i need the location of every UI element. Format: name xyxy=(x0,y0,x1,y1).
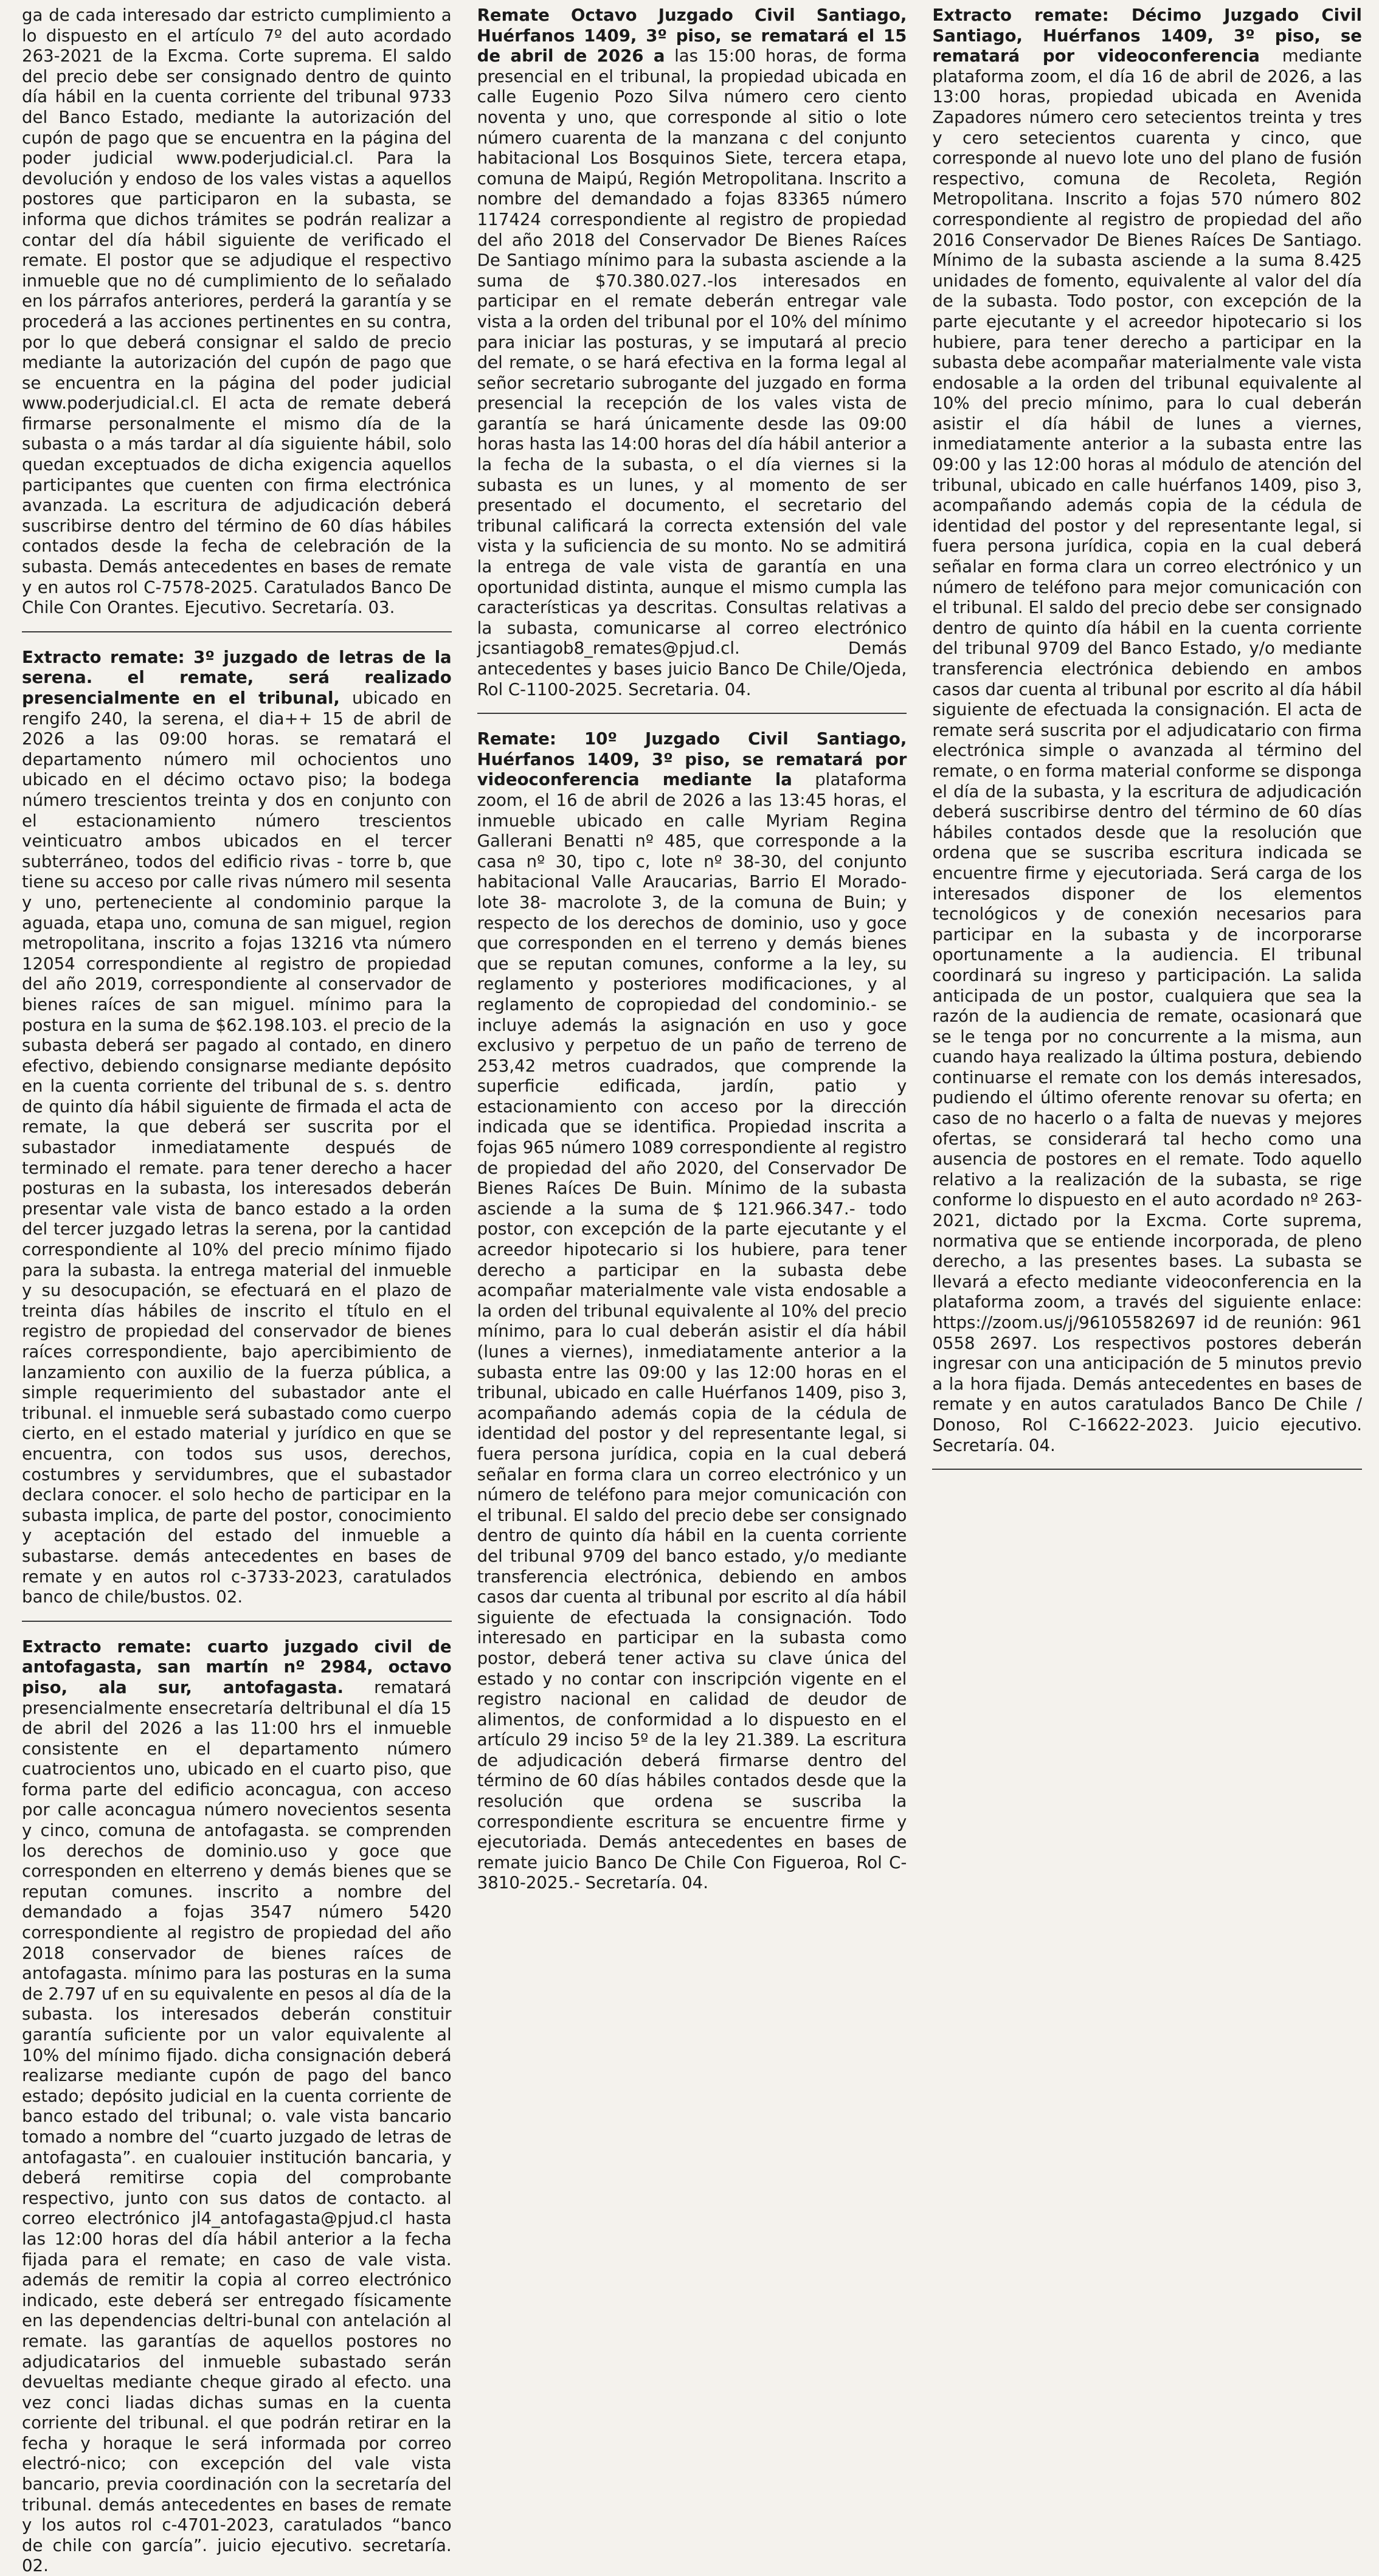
notice-body: mediante plataforma zoom, el día 16 de abril de 2026, a las 13:00 horas, propiedad ubicada en Avenida Zapadores número cero setecientos treinta y tres y cero setecientos cuarenta y cinco, que corresponde al nuevo lote uno del plano de fusión respectivo, comuna de Recoleta, Región Metropolitana. Inscrito a fojas 570 número 802 correspondiente al registro de propiedad del año 2016 Conservador De Bienes Raíces De Santiago. Mínimo de la subasta asciende a la suma 8.425 unidades de fomento, equivalente al valor del día de la subasta. Todo postor, con excepción de la parte ejecutante y el acreedor hipotecario si los hubiere, para tener derecho a participar en la subasta debe acompañar materialmente vale vista endosable a la orden del tribunal equivalente al 10% del precio mínimo, para lo cual deberán asistir el día hábil de lunes a viernes, inmediatamente anterior a la subasta entre las 09:00 y las 12:00 horas al módulo de atención del tribunal, ubicado en calle huérfanos 1409, piso 3, acompañando además copia de la cédula de identidad del postor y del representante legal, si fuera persona jurídica, copia en la cual deberá señalar en forma clara un correo electrónico y un número de teléfono para mejor comunicación con el tribunal. El saldo del precio debe ser consignado dentro de quinto día hábil en la cuenta corriente del tribunal 9709 del Banco Estado, y/o mediante transferencia electrónica debiendo en ambos casos dar cuenta al tribunal por escrito al día hábil siguiente de efectuada la consignación. El acta de remate será suscrita por el adjudicatario con firma electrónica simple o avanzada al término del remate, o en forma material conforme se disponga el día de la subasta, y la escritura de adjudicación deberá suscribirse dentro del término de 60 días hábiles contados desde que la resolución que ordena que se suscriba escritura indicada se encuentre firme y ejecutoriada. Será carga de los interesados disponer de los elementos tecnológicos y de conexión necesarios para participar en la subasta y de incorporarse oportunamente a la audiencia. El tribunal coordinará su ingreso y participación. La salida anticipada de un postor, cualquiera que sea la razón de la audiencia de remate, ocasionará que se le tenga por no concurrente a la misma, aun cuando haya realizado la última postura, debiendo continuarse el remate con los demás interesados, pudiendo el último oferente renovar su oferta; en caso de no hacerlo o a falta de nuevas y mejores ofertas, se considerará tal hecho como una ausencia de postores en el remate. Todo aquello relativo a la realización de la subasta, se rige conforme lo dispuesto en el auto acordado nº 263-2021, dictado por la Excma. Corte suprema, normativa que se entiende incorporada, de pleno derecho, a las presentes bases. La subasta se llevará a efecto mediante videoconferencia en la plataforma zoom, a través del siguiente enlace: https://zoom.us/j/96105582697 id de reunión: 961 0558 2697. Los respectivos postores deberán ingresar con una anticipación de 5 minutos previo a la hora fijada. Demás antecedentes en bases de remate y en autos caratulados Banco De Chile / Donoso, Rol C-16622-2023. Juicio ejecutivo. Secretaría. 04. xyxy=(932,46,1362,1455)
notice-decimo-juzgado-recoleta xyxy=(932,5,1362,1455)
notice-serena xyxy=(22,647,452,1607)
notice-body: rematará presencialmente ensecretaría deltribunal el día 15 de abril del 2026 a las 11:00 hrs el inmueble consistente en el departamento número cuatrocientos uno, ubicado en el cuarto piso, que forma parte del edificio aconcagua, con acceso por calle aconcagua número novecientos sesenta y cinco, comuna de antofagasta. se comprenden los derechos de dominio.uso y goce que corresponden en elterreno y demás bienes que se reputan comunes. inscrito a nombre del demandado a fojas 3547 número 5420 correspondiente al registro de propiedad del año 2018 conservador de bienes raíces de antofagasta. mínimo para las posturas en la suma de 2.797 uf en su equivalente en pesos al día de la subasta. los interesados deberán constituir garantía suficiente por un valor equivalente al 10% del mínimo fijado. dicha consignación deberá realizarse mediante cupón de pago del banco estado; depósito judicial en la cuenta corriente de banco estado del tribunal; o. vale vista bancario tomado a nombre del “cuarto juzgado de letras de antofagasta”. en cualouier institución bancaria, y deberá remitirse copia del comprobante respectivo, junto con sus datos de contacto. al correo electrónico jl4_antofagasta@pjud.cl hasta las 12:00 horas del día hábil anterior a la fecha fijada para el remate; en caso de vale vista. además de remitir la copia al correo electrónico indicado, este deberá ser entregado físicamente en las dependencias deltri-bunal con antelación al remate. las garantías de aquellos postores no adjudicatarios del inmueble subastado serán devueltas mediante cheque girado al efecto. una vez conci liadas dichas sumas en la cuenta corriente del tribunal. el que podrán retirar en la fecha y horaque le será informada por correo electró-nico; con excepción del vale vista bancario, previa coordinación con la secretaría del tribunal. demás antecedentes en bases de remate y los autos rol c-4701-2023, caratulados “banco de chile con garcía”. juicio ejecutivo. secretaría. 02. xyxy=(22,1677,452,2576)
notice-continuation xyxy=(22,5,452,618)
notice-heading: Extracto remate: Décimo Juzgado Civil Santiago, Huérfanos 1409, 3º piso, se rematará por videoconferencia xyxy=(932,5,1362,66)
divider xyxy=(477,713,907,714)
column-2 xyxy=(477,5,907,2576)
notice-octavo-juzgado xyxy=(477,5,907,699)
notice-heading: Remate: 10º Juzgado Civil Santiago, Huérfanos 1409, 3º piso, se rematará por videoconferencia mediante la xyxy=(477,729,907,790)
notice-body: ga de cada interesado dar estricto cumplimiento a lo dispuesto en el artículo 7º del auto acordado 263-2021 de la Excma. Corte suprema. El saldo del precio debe ser consignado dentro de quinto día hábil en la cuenta corriente del tribunal 9733 del Banco Estado, mediante la autorización del cupón de pago que se encuentra en la página del poder judicial www.poderjudicial.cl. Para la devolución y endoso de los vales vistas a aquellos postores que participaron en la subasta, se informa que dichos trámites se podrán realizar a contar del día hábil siguiente de verificado el remate. El postor que se adjudique el respectivo inmueble que no dé cumplimiento de lo señalado en los párrafos anteriores, perderá la garantía y se procederá a las acciones pertinentes en su contra, por lo que deberá consignar el saldo de precio mediante la autorización del cupón de pago que se encuentra en la página del poder judicial www.poderjudicial.cl. El acta de remate deberá firmarse personalmente el mismo día de la subasta o a más tardar al día siguiente hábil, solo quedan exceptuados de dicha exigencia aquellos participantes que cuenten con firma electrónica avanzada. La escritura de adjudicación deberá suscribirse dentro del término de 60 días hábiles contados desde la fecha de celebración de la subasta. Demás antecedentes en bases de remate y en autos rol C-7578-2025. Caratulados Banco De Chile Con Orantes. Ejecutivo. Secretaría. 03. xyxy=(22,5,452,618)
notice-heading: Extracto remate: cuarto juzgado civil de antofagasta, san martín nº 2984, octavo piso, ala sur, antofagasta. xyxy=(22,1636,452,1697)
notice-columns xyxy=(22,5,1362,2576)
notice-heading: Extracto remate: 3º juzgado de letras de la serena. el remate, será realizado presencialmente en el tribunal, xyxy=(22,646,452,708)
notice-10-juzgado-buin xyxy=(477,729,907,1893)
notice-body: plataforma zoom, el 16 de abril de 2026 a las 13:45 horas, el inmueble ubicado en calle Myriam Regina Gallerani Benatti nº 485, que corresponde a la casa nº 30, tipo c, lote nº 38-30, del conjunto habitacional Valle Araucarias, Barrio El Morado- lote 38- macrolote 3, de la comuna de Buin; y respecto de los derechos de dominio, uso y goce que corresponden en el terreno y demás bienes que se reputan comunes, conforme a la ley, su reglamento y posteriores modificaciones, y al reglamento de copropiedad del condominio.- se incluye además la asignación en uso y goce exclusivo y perpetuo de un paño de terreno de 253,42 metros cuadrados, que comprende la superficie edificada, jardín, patio y estacionamiento con acceso por la dirección indicada que se identifica. Propiedad inscrita a fojas 965 número 1089 correspondiente al registro de propiedad del año 2020, del Conservador De Bienes Raíces De Buin. Mínimo de la subasta asciende a la suma de $ 121.966.347.- todo postor, con excepción de la parte ejecutante y el acreedor hipotecario si los hubiere, para tener derecho a participar en la subasta debe acompañar materialmente vale vista endosable a la orden del tribunal equivalente al 10% del precio mínimo, para lo cual deberán asistir el día hábil (lunes a viernes), inmediatamente anterior a la subasta entre las 09:00 y las 12:00 horas en el tribunal, ubicado en calle Huérfanos 1409, piso 3, acompañando además copia de la cédula de identidad del postor y del representante legal, si fuera persona jurídica, copia en la cual deberá señalar en forma clara un correo electrónico y un número de teléfono para mejor comunicación con el tribunal. El saldo del precio debe ser consignado dentro de quinto día hábil en la cuenta corriente del tribunal 9709 del banco estado, y/o mediante transferencia electrónica, debiendo en ambos casos dar cuenta al tribunal por escrito al día hábil siguiente de efectuada la consignación. Todo interesado en participar en la subasta como postor, deberá tener activa su clave única del estado y no contar con inscripción vigente en el registro nacional en calidad de deudor de alimentos, de conformidad a lo dispuesto en el artículo 29 inciso 5º de la ley 21.389. La escritura de adjudicación deberá firmarse dentro del término de 60 días hábiles contados desde que la resolución que ordena se suscriba la correspondiente escritura se encuentre firme y ejecutoriada. Demás antecedentes en bases de remate juicio Banco De Chile Con Figueroa, Rol C-3810-2025.- Secretaría. 04. xyxy=(477,769,907,1893)
divider xyxy=(932,1469,1362,1470)
notice-body: ubicado en rengifo 240, la serena, el dia++ 15 de abril de 2026 a las 09:00 horas. se rematará el departamento número mil ochocientos uno ubicado en el décimo octavo piso; la bodega número trescientos treinta y dos en conjunto con el estacionamiento número trescientos veinticuatro ambos ubicados en el tercer subterráneo, todos del edificio rivas - torre b, que tiene su acceso por calle rivas número mil sesenta y uno, perteneciente al condominio parque la aguada, etapa uno, comuna de san miguel, region metropolitana, inscrito a fojas 13216 vta número 12054 correspondiente al registro de propiedad del año 2019, correspondiente al conservador de bienes raíces de san miguel. mínimo para la postura en la suma de $62.198.103. el precio de la subasta deberá ser pagado al contado, en dinero efectivo, debiendo consignarse mediante depósito en la cuenta corriente del tribunal de s. s. dentro de quinto día hábil siguiente de firmada el acta de remate, la que deberá ser suscrita por el subastador inmediatamente después de terminado el remate. para tener derecho a hacer posturas en la subasta, los interesados deberán presentar vale vista de banco estado a la orden del tercer juzgado letras la serena, por la cantidad correspondiente al 10% del precio mínimo fijado para la subasta. la entrega material del inmueble y su desocupación, se efectuará en el plazo de treinta días hábiles de inscrito el título en el registro de propiedad del conservador de bienes raíces correspondiente, bajo apercibimiento de lanzamiento con auxilio de la fuerza pública, a simple requerimiento del subastador ante el tribunal. el inmueble será subastado como cuerpo cierto, en el estado material y jurídico en que se encuentra, con todos sus usos, derechos, costumbres y servidumbres, que el subastador declara conocer. el solo hecho de participar en la subasta implica, de parte del postor, conocimiento y aceptación del estado del inmueble a subastarse. demás antecedentes en bases de remate y en autos rol c-3733-2023, caratulados banco de chile/bustos. 02. xyxy=(22,688,452,1607)
notice-body: las 15:00 horas, de forma presencial en el tribunal, la propiedad ubicada en calle Eugenio Pozo Silva número cero ciento noventa y uno, que corresponde al sitio o lote número cuarenta de la manzana c del conjunto habitacional Los Bosquinos Siete, tercera etapa, comuna de Maipú, Región Metropolitana. Inscrito a nombre del demandado a fojas 83365 número 117424 correspondiente al registro de propiedad del año 2018 del Conservador De Bienes Raíces De Santiago mínimo para la subasta asciende a la suma de $70.380.027.-los interesados en participar en el remate deberán entregar vale vista a la orden del tribunal por el 10% del mínimo para iniciar las posturas, y se imputará al precio del remate, o se hará efectiva en la forma legal al señor secretario subrogante del juzgado en forma presencial la recepción de los vales vista de garantía se hará únicamente desde las 09:00 horas hasta las 14:00 horas del día hábil anterior a la fecha de la subasta, o el día viernes si la subasta es un lunes, y al momento de ser presentado el documento, el secretario del tribunal calificará la correcta extensión del vale vista y la suficiencia de su monto. No se admitirá la entrega de vale vista de garantía en una oportunidad distinta, aunque el mismo cumpla las características ya descritas. Consultas relativas a la subasta, comunicarse al correo electrónico jcsantiagob8_remates@pjud.cl. Demás antecedentes y bases juicio Banco De Chile/Ojeda, Rol C-1100-2025. Secretaria. 04. xyxy=(477,46,907,699)
column-3 xyxy=(932,5,1362,2576)
notice-heading: Remate Octavo Juzgado Civil Santiago, Huérfanos 1409, 3º piso, se rematará el 15 de abril de 2026 a xyxy=(477,5,907,66)
divider xyxy=(22,631,452,632)
notice-antofagasta xyxy=(22,1636,452,2576)
column-1 xyxy=(22,5,452,2576)
divider xyxy=(22,1621,452,1622)
